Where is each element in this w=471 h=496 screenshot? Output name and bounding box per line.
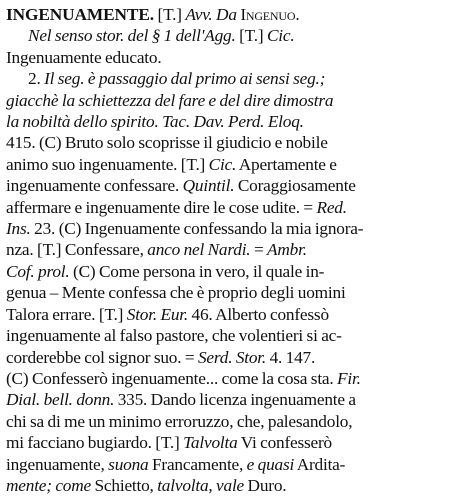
entry-line	[6, 368, 465, 389]
entry-text: [T.]	[235, 26, 267, 46]
entry-text: Schietto,	[91, 475, 158, 495]
italic-text: Ins.	[6, 219, 31, 239]
entry-line	[6, 411, 465, 432]
italic-text: Cic.	[266, 26, 295, 46]
entry-text: 46. Alberto confessò	[188, 304, 329, 324]
entry-text: (C) Come persona in vero, il quale in-	[69, 261, 325, 281]
entry-line	[6, 154, 465, 175]
entry-text: Vi confesserò	[237, 433, 332, 453]
italic-text: giacchè la schiettezza del fare e del dire dimostra	[6, 90, 334, 110]
entry-line	[6, 389, 465, 410]
entry-text: Ardita-	[294, 454, 346, 474]
entry-text: 4. 147.	[266, 347, 316, 367]
italic-text: Cic.	[208, 154, 237, 174]
entry-line	[6, 432, 465, 453]
entry-text: Francamente,	[148, 454, 247, 474]
entry-line	[6, 197, 465, 218]
entry-text: mi facciano bugiardo. [T.]	[6, 433, 184, 453]
italic-text: Dial. bell. donn.	[6, 390, 115, 410]
italic-text: mente; come	[6, 475, 91, 495]
entry-line	[6, 111, 465, 132]
headword: INGENUAMENTE.	[6, 5, 155, 24]
entry-text: 23. (C) Ingenuamente confessando la mia ignora-	[30, 219, 364, 239]
dictionary-entry-ingenuamente	[6, 4, 465, 496]
entry-line	[6, 25, 465, 46]
entry-text: corderebbe col signor suo. =	[6, 347, 198, 367]
entry-text: ingenuamente confessare.	[6, 176, 183, 196]
entry-line	[6, 68, 465, 89]
entry-line	[6, 475, 465, 496]
italic-text: suona	[108, 454, 149, 474]
italic-text: Avv. Da	[185, 5, 241, 24]
entry-text: Talora errare. [T.]	[6, 304, 127, 324]
entry-text: Duro.	[244, 475, 287, 495]
entry-text: Coraggiosamente	[234, 176, 356, 196]
entry-text: 335. Dando licenza ingenuamente a	[114, 390, 356, 410]
entry-text: genua – Mente confessa che è proprio degli uomini	[6, 283, 346, 303]
entry-line	[6, 261, 465, 282]
italic-text: Talvolta	[183, 433, 238, 453]
entry-line	[6, 175, 465, 196]
small-caps-text: Ingenuo.	[240, 5, 300, 24]
entry-text: affermare e ingenuamente dire le cose udite. =	[6, 197, 317, 217]
entry-line	[6, 239, 465, 260]
entry-text: ingenuamente,	[6, 454, 109, 474]
italic-text: Serd. Stor.	[197, 347, 267, 367]
italic-text: la nobiltà dello spirito. Tac. Dav. Perd. Eloq.	[6, 112, 304, 132]
entry-line	[6, 325, 465, 346]
italic-text: Ambr.	[267, 240, 307, 260]
italic-text: Fir.	[337, 368, 361, 388]
entry-line	[6, 218, 465, 239]
entry-line	[6, 454, 465, 475]
entry-text: (C) Confesserò ingenuamente... come la cosa sta.	[6, 368, 338, 388]
entry-line	[6, 282, 465, 303]
entry-text: ingenuamente al falso pastore, che volentieri si ac-	[6, 326, 342, 346]
entry-text: =	[250, 240, 268, 260]
italic-text: Red.	[316, 197, 347, 217]
italic-text: Quintil.	[182, 176, 235, 196]
entry-text: 2.	[28, 69, 45, 89]
entry-text: [T.]	[154, 5, 186, 24]
entry-line	[6, 132, 465, 153]
entry-text: 415. (C) Bruto solo scoprisse il giudicio e nobile	[6, 133, 328, 153]
entry-text: nza. [T.] Confessare,	[6, 240, 148, 260]
italic-text: anco nel Nardi.	[147, 240, 251, 260]
entry-text: Apertamente e	[236, 154, 337, 174]
italic-text: Nel senso stor. del § 1 dell'Agg.	[28, 26, 236, 46]
italic-text: Cof. prol.	[6, 261, 70, 281]
entry-text: animo suo ingenuamente. [T.]	[6, 154, 209, 174]
entry-text: Ingenuamente educato.	[6, 47, 162, 67]
entry-line	[6, 47, 465, 68]
italic-text: e quasi	[246, 454, 295, 474]
entry-line	[6, 347, 465, 368]
entry-line	[6, 4, 465, 25]
entry-text: chi sa di me un minimo erroruzzo, che, palesandolo,	[6, 411, 353, 431]
italic-text: Stor. Eur.	[126, 304, 189, 324]
italic-text: talvolta, vale	[157, 475, 245, 495]
entry-line	[6, 90, 465, 111]
entry-line	[6, 304, 465, 325]
italic-text: Il seg. è passaggio dal primo ai sensi seg.;	[44, 69, 326, 89]
